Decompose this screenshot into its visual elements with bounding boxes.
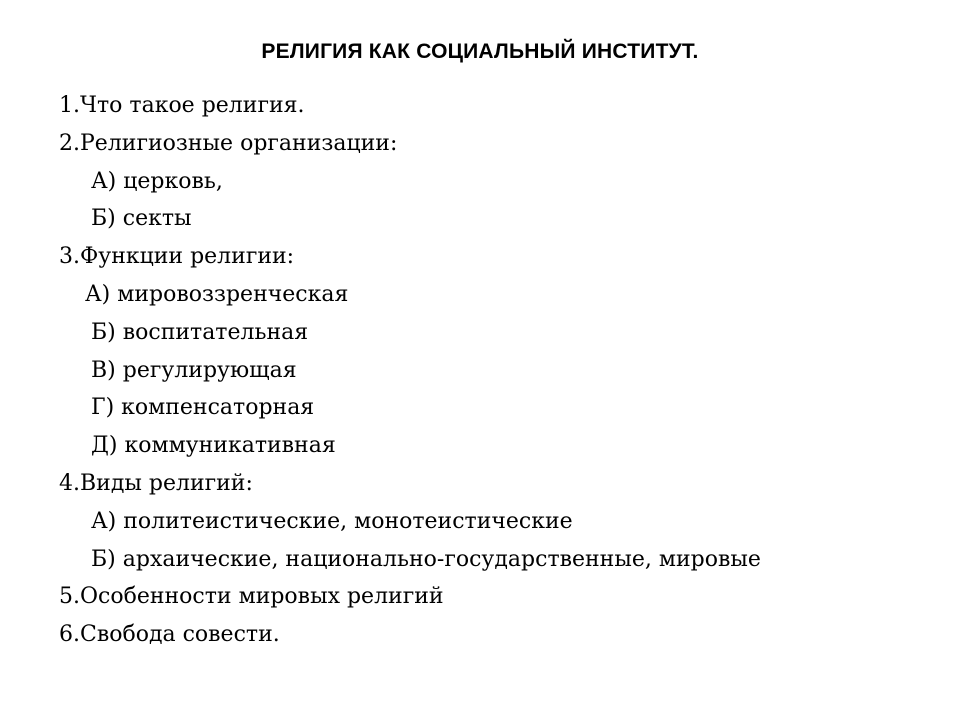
outline-subitem-text: А) церковь,: [91, 168, 223, 194]
outline-subitem-text: Г) компенсаторная: [91, 395, 315, 421]
outline-item-1: [0, 87, 960, 125]
outline-subitem-4b: [0, 541, 960, 579]
outline-subitem-text: А) политеистические, монотеистические: [91, 508, 573, 534]
outline-item-text: 1.Что такое религия.: [59, 93, 305, 118]
outline-item-text: 6.Свобода совести.: [59, 622, 280, 648]
outline-subitem-3d: [0, 389, 960, 427]
outline-item-3: [0, 238, 960, 276]
outline-item-text: 5.Особенности мировых религий: [59, 584, 444, 610]
outline-item-4: [0, 465, 960, 503]
outline-subitem-4a: [0, 503, 960, 541]
outline-item-5: [0, 578, 960, 616]
outline-item-6: [0, 616, 960, 654]
outline-item-text: 2.Религиозные организации:: [59, 130, 398, 156]
outline-subitem-text: Д) коммуникативная: [91, 433, 336, 459]
outline-subitem-text: Б) воспитательная: [91, 319, 309, 345]
outline-subitem-2a: [0, 163, 960, 201]
slide-title: РЕЛИГИЯ КАК СОЦИАЛЬНЫЙ ИНСТИТУТ.: [261, 40, 699, 63]
outline-item-text: 4.Виды религий:: [59, 470, 253, 496]
outline-item-2: [0, 125, 960, 163]
outline-subitem-text: Б) секты: [91, 206, 192, 232]
outline-subitem-2b: [0, 200, 960, 238]
outline-subitem-text: А) мировоззренческая: [85, 281, 349, 307]
outline-list: [0, 87, 960, 654]
outline-subitem-3c: [0, 352, 960, 390]
outline-subitem-3e: [0, 427, 960, 465]
outline-subitem-text: Б) архаические, национально-государственные, мировые: [91, 546, 761, 572]
outline-subitem-text: В) регулирующая: [91, 357, 297, 383]
outline-item-text: 3.Функции религии:: [59, 244, 295, 270]
outline-subitem-3a: [0, 276, 960, 314]
outline-subitem-3b: [0, 314, 960, 352]
